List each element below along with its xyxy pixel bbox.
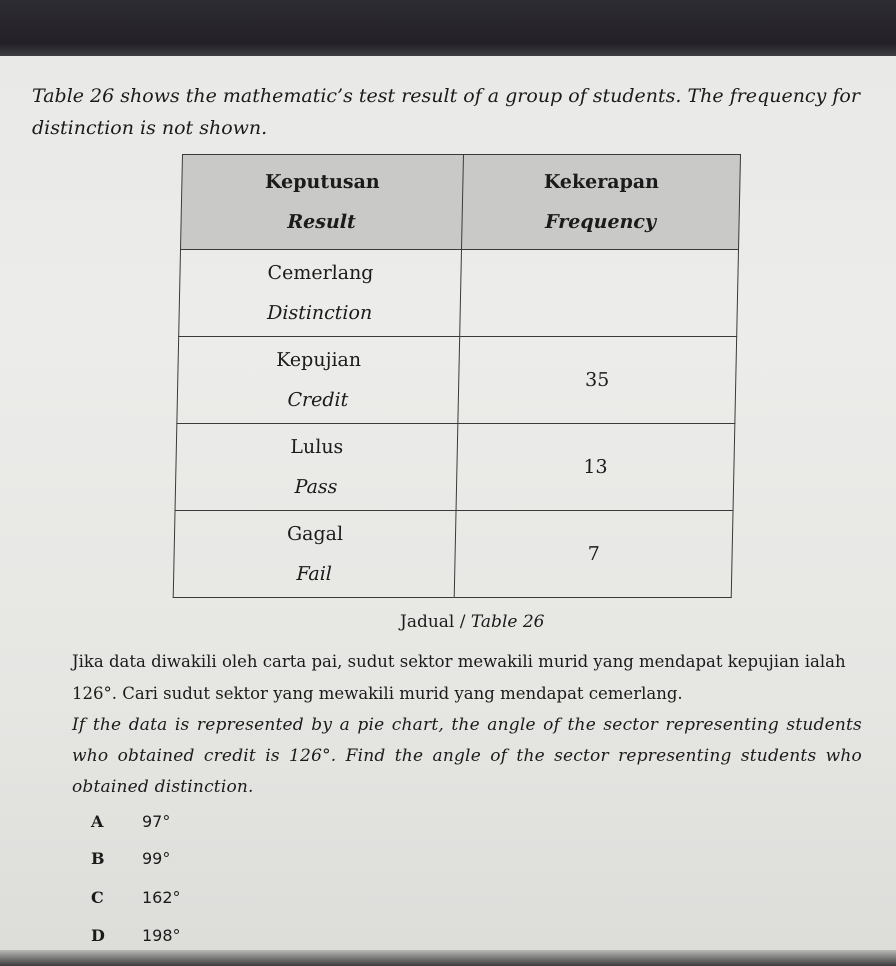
caption-malay: Jadual — [400, 612, 455, 632]
header-result-malay: Keputusan — [264, 171, 380, 193]
option-letter: A — [91, 812, 104, 831]
caption-separator: / — [454, 612, 471, 632]
frequency-cell: 35 — [458, 337, 737, 424]
background-top-band — [0, 0, 896, 62]
table-row — [179, 250, 739, 337]
table-caption — [400, 612, 544, 632]
header-result-english: Result — [287, 211, 356, 233]
option-d[interactable] — [0, 926, 300, 956]
result-malay: Kepujian — [276, 349, 362, 371]
result-cell — [177, 337, 460, 424]
result-malay: Cemerlang — [267, 262, 374, 284]
option-letter: B — [91, 849, 105, 868]
header-result — [180, 155, 463, 250]
result-frequency-table — [173, 154, 741, 598]
option-value: 162° — [142, 888, 181, 907]
result-cell — [175, 424, 458, 511]
option-b[interactable] — [0, 849, 300, 879]
option-value: 198° — [142, 926, 181, 945]
question-malay: Jika data diwakili oleh carta pai, sudut sektor mewakili murid yang mendapat kepujian ialah 126°. Cari sudut sektor yang mewakili murid yang mendapat cemerlang. — [72, 652, 846, 703]
intro-text: Table 26 shows the mathematic’s test result of a group of students. The frequency for distinction is not shown. — [32, 85, 860, 139]
header-frequency-malay: Kekerapan — [543, 171, 660, 193]
frequency-cell: 13 — [456, 424, 735, 511]
result-english: Credit — [287, 389, 349, 411]
result-cell — [179, 250, 462, 337]
question-english: If the data is represented by a pie chart, the angle of the sector representing students who obtained credit is 126°. Find the angle of the sector representing students who obtained distinction. — [72, 715, 862, 797]
option-letter: C — [91, 888, 104, 907]
option-a[interactable] — [0, 812, 300, 842]
result-english: Pass — [294, 476, 338, 498]
table-row — [173, 511, 733, 598]
header-frequency-english: Frequency — [544, 211, 657, 233]
option-value: 99° — [142, 849, 171, 868]
result-cell — [173, 511, 456, 598]
result-malay: Lulus — [290, 436, 344, 458]
caption-english: Table 26 — [470, 612, 545, 632]
result-malay: Gagal — [286, 523, 344, 545]
table-header-row — [180, 155, 740, 250]
option-letter: D — [91, 926, 105, 945]
table-row — [177, 337, 737, 424]
table-row — [175, 424, 735, 511]
option-value: 97° — [142, 812, 171, 831]
frequency-cell: 7 — [454, 511, 733, 598]
option-c[interactable] — [0, 888, 300, 918]
result-english: Fail — [296, 563, 333, 585]
result-english: Distinction — [266, 302, 373, 324]
header-frequency — [461, 155, 740, 250]
frequency-cell — [460, 250, 739, 337]
